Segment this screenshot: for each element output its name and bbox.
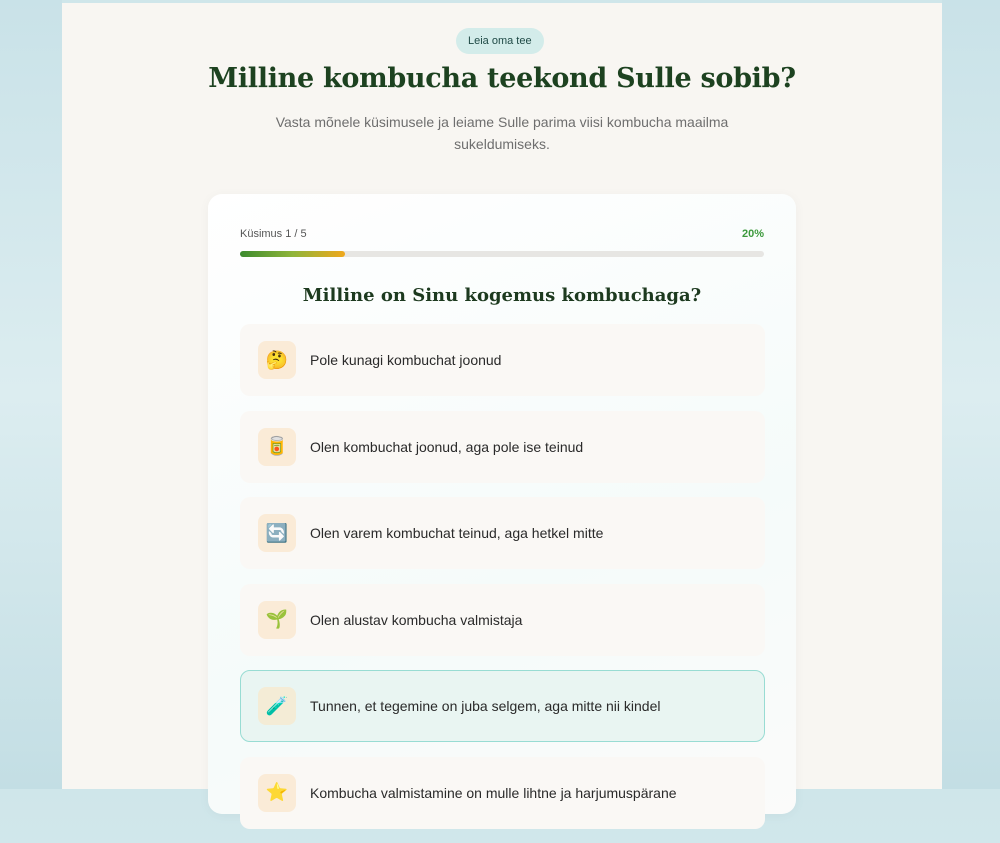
- page-subtitle: Vasta mõnele küsimusele ja leiame Sulle parima viisi kombucha maailma sukeldumiseks.: [275, 114, 729, 152]
- option-item[interactable]: [240, 584, 765, 656]
- option-item[interactable]: [240, 411, 765, 483]
- options-list: [240, 324, 765, 843]
- option-label: Olen alustav kombucha valmistaja: [310, 611, 523, 628]
- question-title: Milline on Sinu kogemus kombuchaga?: [302, 285, 702, 306]
- option-label: Olen kombuchat joonud, aga pole ise teinud: [310, 438, 584, 455]
- option-label: Olen varem kombuchat teinud, aga hetkel mitte: [310, 525, 604, 541]
- refresh-icon: 🔄: [258, 514, 296, 552]
- option-label: Pole kunagi kombuchat joonud: [310, 352, 502, 368]
- question-counter: Küsimus 1 / 5: [240, 228, 307, 240]
- background-left: [0, 0, 62, 789]
- thinking-face-icon: 🤔: [258, 341, 296, 379]
- option-item[interactable]: [240, 757, 765, 829]
- progress-bar: [240, 251, 764, 257]
- option-item[interactable]: [240, 324, 765, 396]
- jar-icon: 🥫: [258, 428, 296, 466]
- option-label: Tunnen, et tegemine on juba selgem, aga mitte nii kindel: [310, 698, 661, 714]
- progress-percent: 20%: [741, 228, 764, 240]
- seedling-icon: 🌱: [258, 601, 296, 639]
- progress-bar-fill: [240, 251, 345, 257]
- page-title: Milline kombucha teekond Sulle sobib?: [208, 63, 796, 94]
- background-right: [942, 0, 1000, 789]
- option-item[interactable]: [240, 497, 765, 569]
- option-label: Kombucha valmistamine on mulle lihtne ja harjumuspärane: [310, 784, 677, 801]
- page-container: [62, 3, 942, 802]
- test-tube-icon: 🧪: [258, 687, 296, 725]
- star-icon: ⭐: [258, 774, 296, 812]
- quiz-card: [208, 194, 796, 814]
- section-pill: Leia oma tee: [456, 28, 544, 54]
- option-item-selected[interactable]: [240, 670, 765, 742]
